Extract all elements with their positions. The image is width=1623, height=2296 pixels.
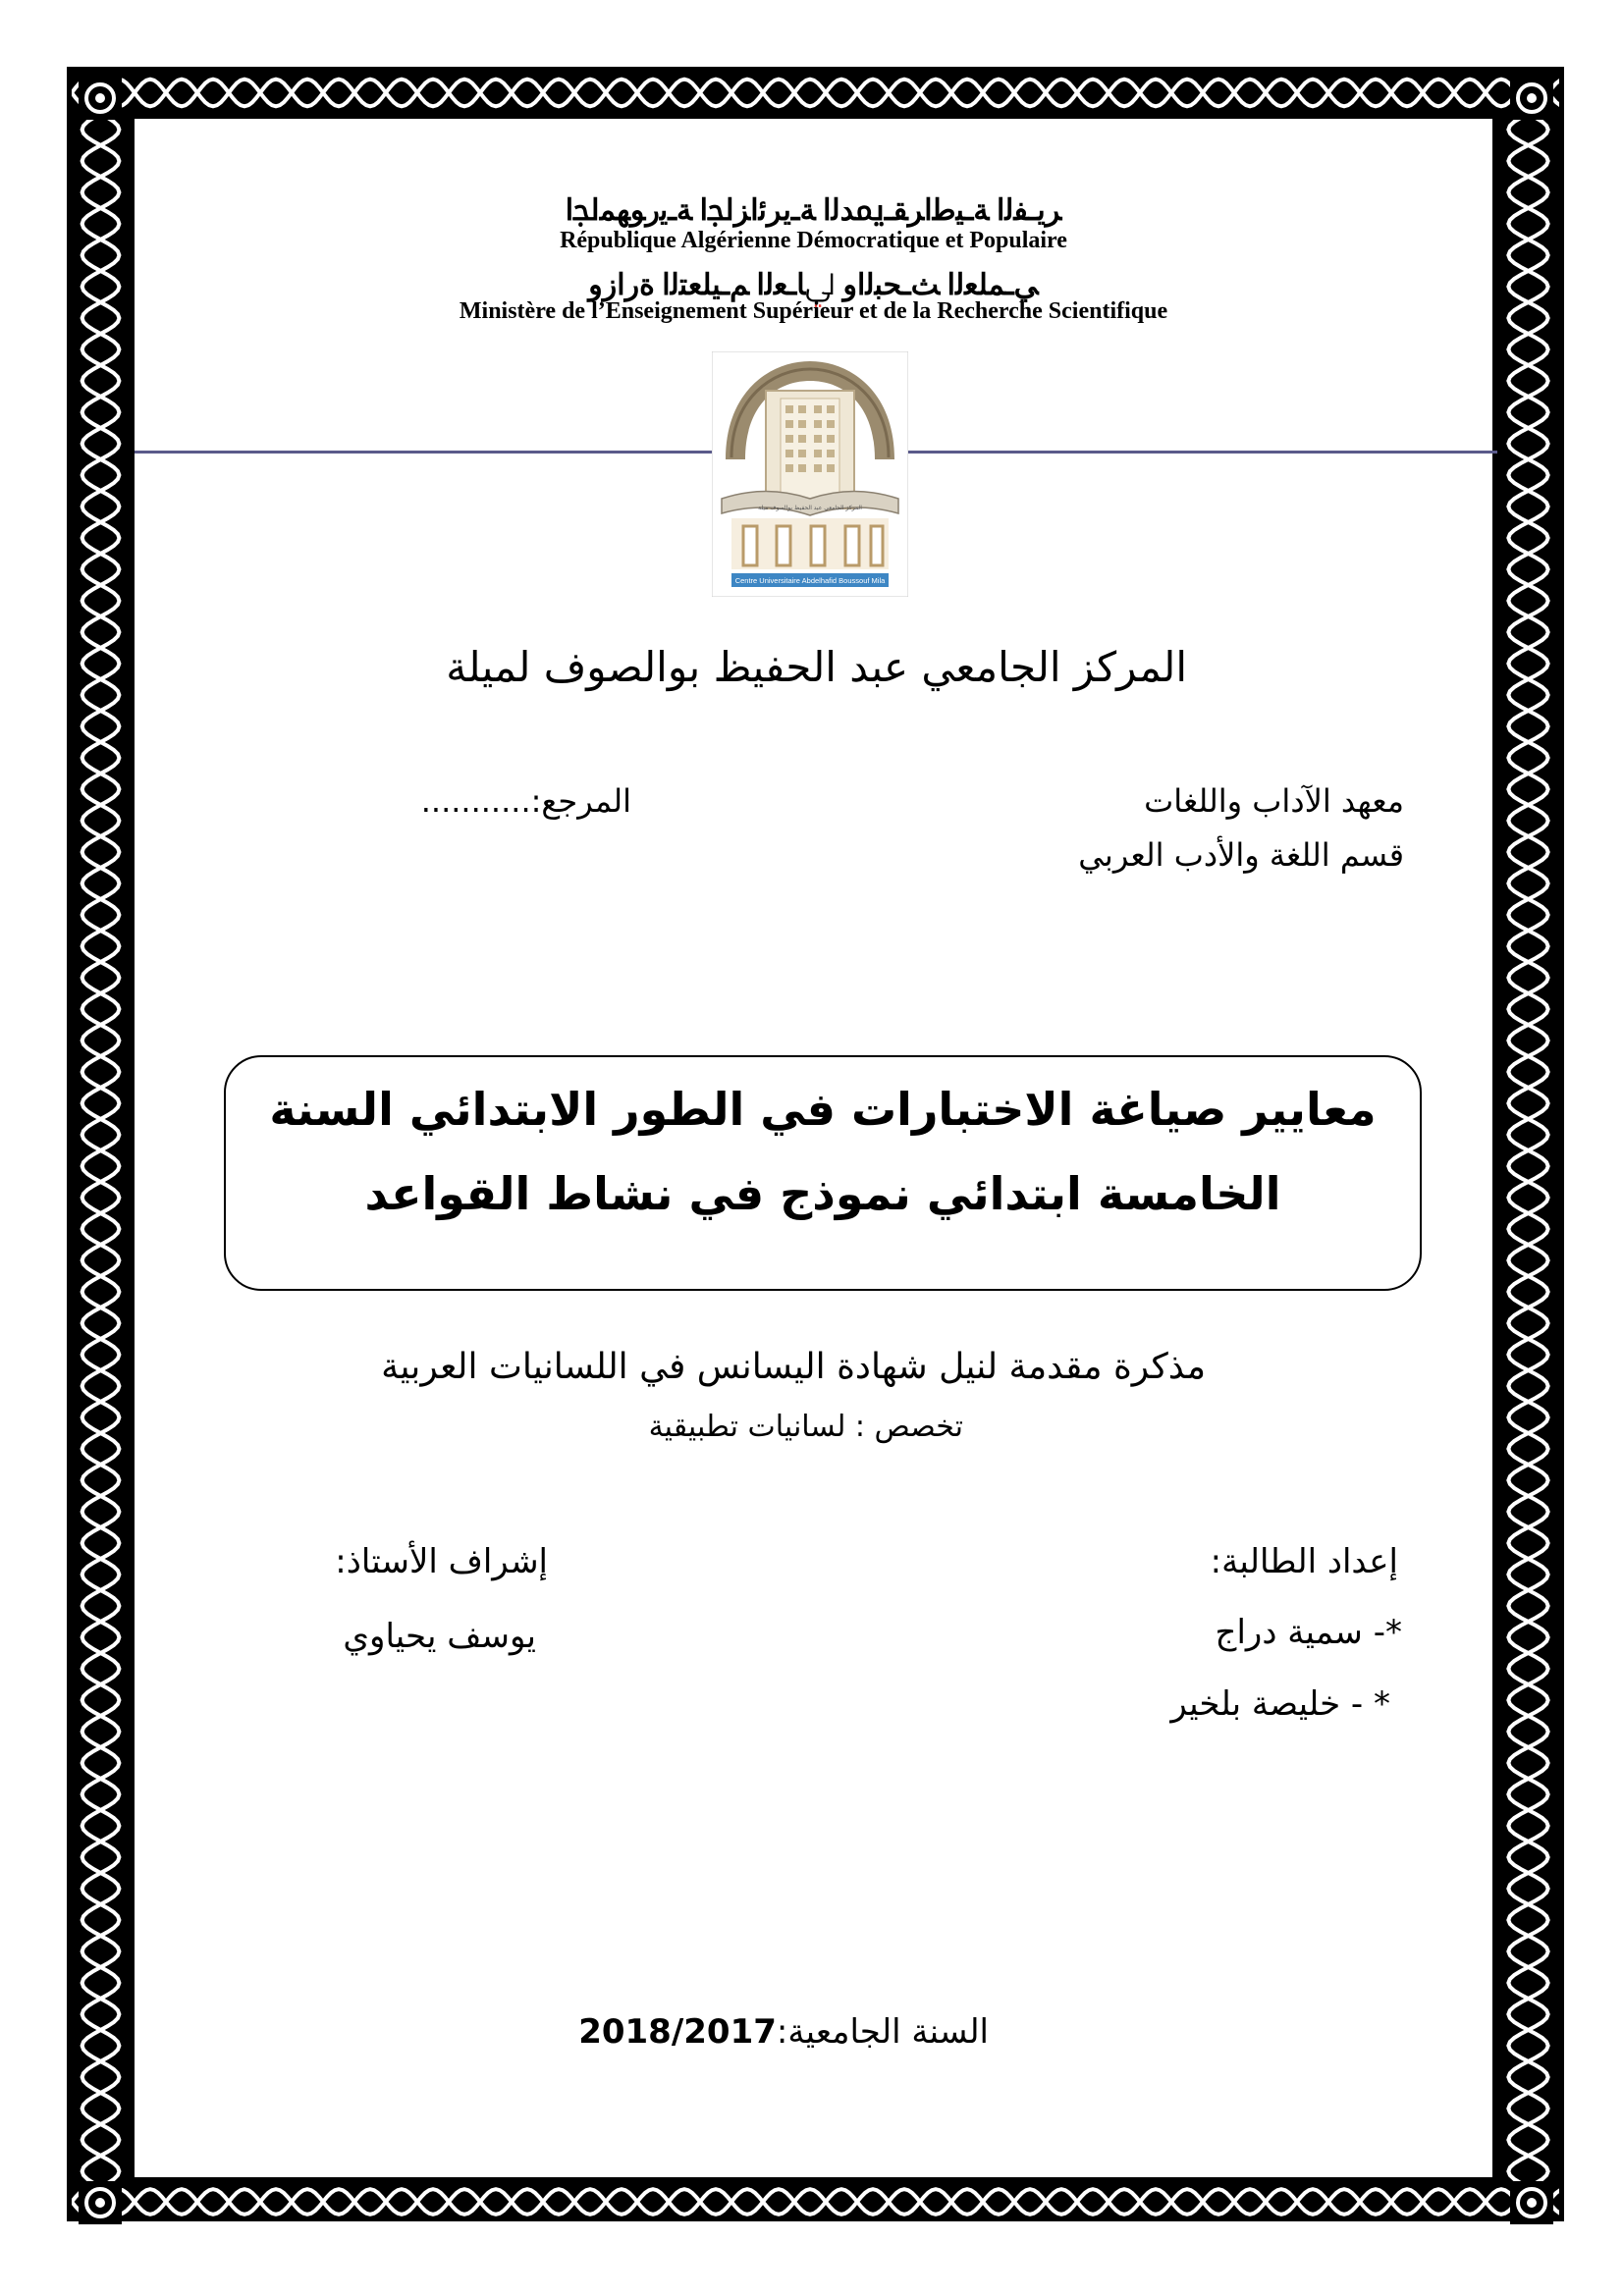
corner-ornament-top-right xyxy=(1510,77,1553,120)
thesis-title-line-2: الخامسة ابتدائي نموذج في نشاط القواعد xyxy=(364,1167,1281,1220)
header-arabic-garbled-line-2: ﻲـﻤﻠﻌﻟﺍ ﺚـﺤﺒﻟﺍﻭ ﱄﺎـﻌﻟﺍ ﻢـﻴﻠﻌﺘﻟﺍ ﺓﺭﺍﺯﻭ xyxy=(588,269,1039,301)
supervisor-name: يوسف يحياوي xyxy=(343,1617,536,1656)
border-band-right xyxy=(1497,114,1559,2182)
logo-caption: Centre Universitaire Abdelhafid Boussouf Mila xyxy=(734,576,886,585)
student-name-2: * - خليصة بلخير xyxy=(1170,1684,1390,1724)
student-name-1: *- سمية دراج xyxy=(1215,1613,1402,1652)
supervisor-label: إشراف الأستاذ: xyxy=(335,1542,548,1581)
header-ministry-line: Ministère de l’Enseignement Supérieur et de la Recherche Scientifique xyxy=(459,298,1168,324)
department-name: قسم اللغة والأدب العربي xyxy=(1078,836,1404,874)
thesis-title-line-1: معايير صياغة الاختبارات في الطور الابتدائي السنة xyxy=(269,1083,1377,1136)
thesis-title-box xyxy=(224,1055,1422,1291)
border-band-top xyxy=(72,72,1559,114)
university-logo xyxy=(712,351,908,597)
corner-ornament-bottom-right xyxy=(1510,2181,1553,2224)
academic-year-label: السنة الجامعية: xyxy=(776,2012,989,2052)
corner-ornament-bottom-left xyxy=(79,2181,122,2224)
institute-name: معهد الآداب واللغات xyxy=(1144,782,1404,820)
institution-name: المركز الجامعي عبد الحفيظ بوالصوف لميلة xyxy=(446,643,1187,691)
header-republic-line: République Algérienne Démocratique et Populaire xyxy=(560,228,1067,253)
border-band-bottom xyxy=(72,2182,1559,2221)
academic-year-value: 2018/2017 xyxy=(578,2012,777,2052)
border-band-left xyxy=(72,114,130,2182)
reference-field: المرجع:........... xyxy=(420,782,631,820)
academic-year xyxy=(578,2012,989,2052)
logo-arabic-caption: المركز الجامعي عبد الحفيظ بوالصوف ميلة xyxy=(758,505,862,511)
students-label: إعداد الطالبة: xyxy=(1210,1542,1398,1581)
corner-ornament-top-left xyxy=(79,77,122,120)
degree-statement: مذكرة مقدمة لنيل شهادة اليسانس في اللسانيات العربية xyxy=(381,1347,1206,1387)
specialty-line: تخصص : لسانيات تطبيقية xyxy=(648,1410,963,1444)
header-arabic-garbled-line-1: ﺮﻳـﻔﻟﺍ ﺔـﻴﻃﺍﺮﻘـﳝﺪﻟﺍ ﺔـﻳﺮﺋﺍﺰﳉﺍ ﺔـﻳﺭﻮﻬﻤﳉﺍ xyxy=(565,194,1062,227)
